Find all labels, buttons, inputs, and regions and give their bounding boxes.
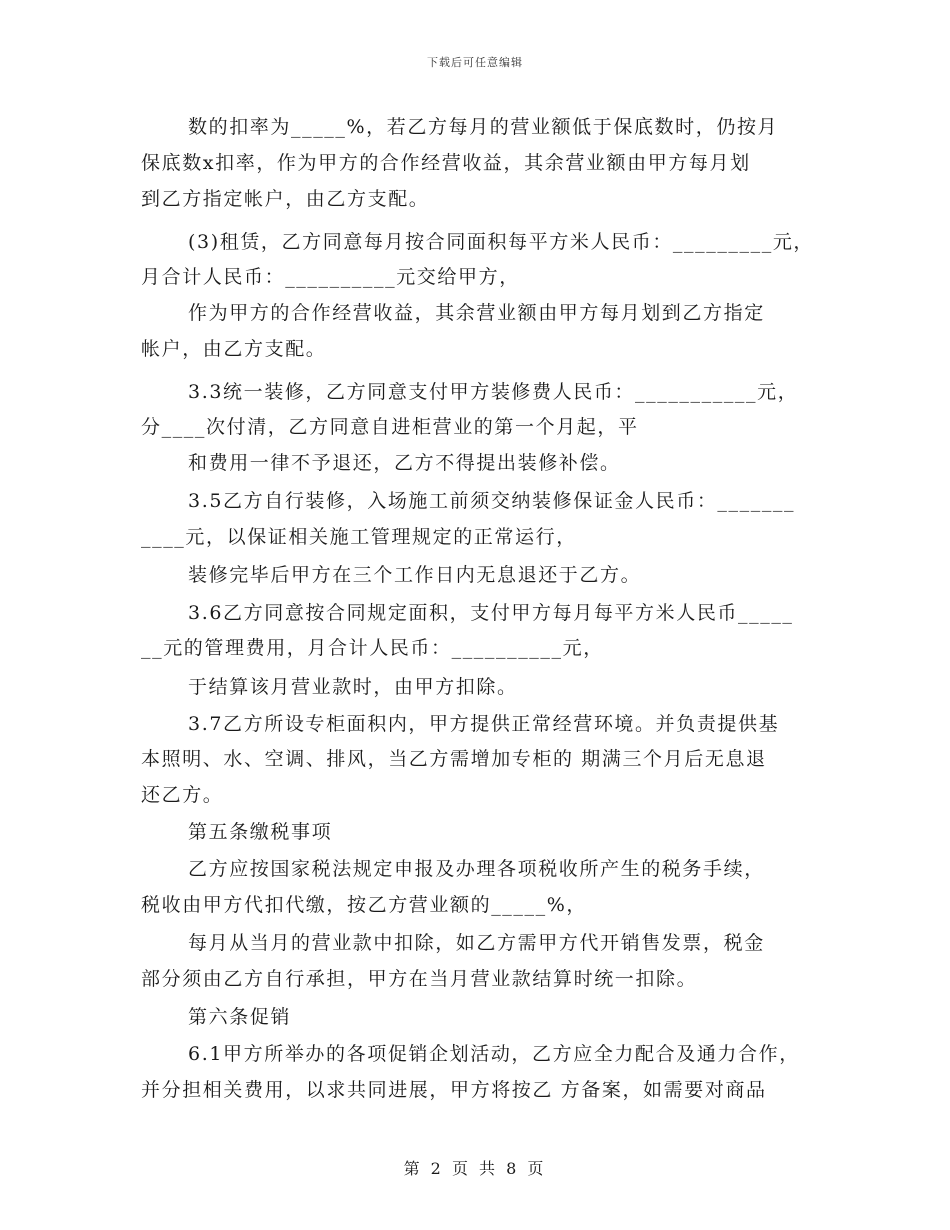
text-line: 3.6乙方同意按合同规定面积，支付甲方每月每平方米人民币_____ — [188, 602, 794, 624]
section-heading: 第五条缴税事项 — [188, 821, 333, 843]
text-line: 部分须由乙方自行承担，甲方在当月营业款结算时统一扣除。 — [141, 968, 698, 990]
text-line: 3.7乙方所设专柜面积内，甲方提供正常经营环境。并负责提供基 — [188, 713, 780, 735]
section-heading: 第六条促销 — [188, 1006, 292, 1028]
text-line: 到乙方指定帐户，由乙方支配。 — [141, 188, 430, 210]
text-line: 3.3统一装修，乙方同意支付甲方装修费人民币：___________元， — [188, 381, 799, 403]
text-line: 保底数x扣率，作为甲方的合作经营收益，其余营业额由甲方每月划 — [141, 152, 751, 174]
text-line: ____元，以保证相关施工管理规定的正常运行， — [141, 526, 577, 548]
text-line: 月合计人民币：__________元交给甲方， — [141, 266, 520, 288]
text-line: 帐户，由乙方支配。 — [141, 338, 327, 360]
text-line: (3)租赁，乙方同意每月按合同面积每平方米人民币：_________元， — [188, 231, 815, 253]
text-line: 作为甲方的合作经营收益，其余营业额由甲方每月划到乙方指定 — [188, 302, 765, 324]
text-line: __元的管理费用，月合计人民币：__________元， — [141, 637, 604, 659]
page-number: 第 2 页 共 8 页 — [403, 1159, 547, 1178]
text-line: 分____次付清，乙方同意自进柜营业的第一个月起，平 — [141, 416, 639, 438]
text-line: 还乙方。 — [141, 784, 224, 806]
text-line: 每月从当月的营业款中扣除，如乙方需甲方代开销售发票，税金 — [188, 932, 765, 954]
text-line: 3.5乙方自行装修，入场施工前须交纳装修保证金人民币：_______ — [188, 490, 796, 512]
text-line: 数的扣率为_____%，若乙方每月的营业额低于保底数时，仍按月 — [188, 116, 779, 138]
text-line: 本照明、水、空调、排风，当乙方需增加专柜的 期满三个月后无息退 — [141, 748, 767, 770]
text-line: 税收由甲方代扣代缴，按乙方营业额的_____%， — [141, 894, 587, 916]
text-line: 和费用一律不予退还，乙方不得提出装修补偿。 — [188, 452, 621, 474]
text-line: 并分担相关费用，以求共同进展，甲方将按乙 方备案，如需要对商品 — [141, 1079, 767, 1101]
text-line: 6.1甲方所举办的各项促销企划活动，乙方应全力配合及通力合作， — [188, 1043, 800, 1065]
text-line: 装修完毕后甲方在三个工作日内无息退还于乙方。 — [188, 564, 642, 586]
page-header: 下载后可任意编辑 — [427, 56, 523, 69]
text-line: 于结算该月营业款时，由甲方扣除。 — [188, 676, 518, 698]
text-line: 乙方应按国家税法规定申报及办理各项税收所产生的税务手续， — [188, 858, 765, 880]
